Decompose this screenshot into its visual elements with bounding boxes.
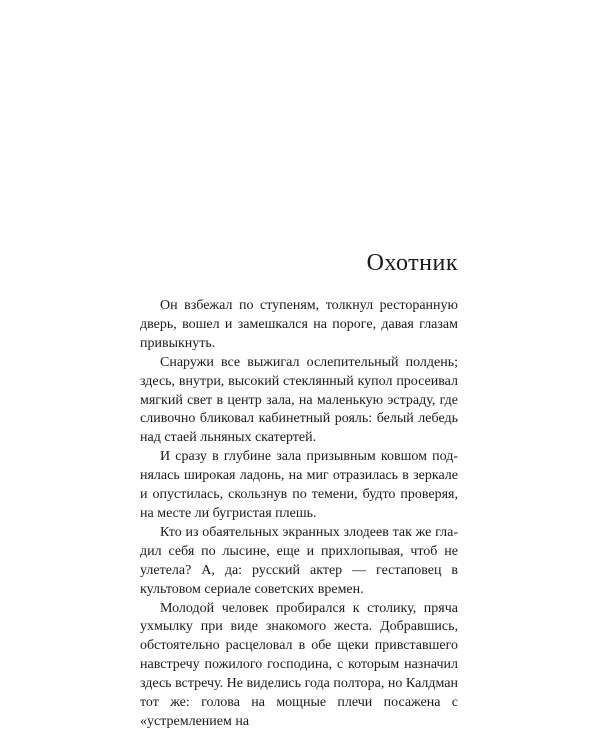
paragraph: Он взбежал по ступеням, толкнул ресторанную дверь, вошел и замешкался на пороге, давая глазам привыкнуть. <box>140 298 458 351</box>
paragraph: И сразу в глубине зала призывным ковшом поднялась широкая ладонь, на миг отразилась в зеркале и опустилась, скользнув по темени, будто проверяя, на месте ли бугристая плешь. <box>140 449 458 521</box>
paragraph: Молодой человек пробирался к столику, пряча ухмылку при виде знакомого жеста. Добравшись, обстоятельно расцеловал в обе щеки привставшего навстречу пожилого господина, с которым назначил здесь встречу. Не виделись года полтора, но Калдман тот же: голова на мощные плечи посажена с «устремлением на <box>140 600 458 729</box>
chapter-body <box>140 297 458 732</box>
paragraph: Кто из обаятельных экранных злодеев так же гладил себя по лысине, еще и прихлопывая, чтоб не улетела? А, да: русский актер — гестаповец в культовом сериале советских времен. <box>140 524 458 597</box>
chapter-title: Охотник <box>366 250 458 276</box>
paragraph: Снаружи все выжигал ослепительный полдень; здесь, внутри, высокий стеклянный купол просеивал мягкий свет в центр зала, на маленькую эстраду, где сливочно бликовал кабинетный рояль: белый лебедь над стаей льняных скатертей. <box>140 354 458 446</box>
